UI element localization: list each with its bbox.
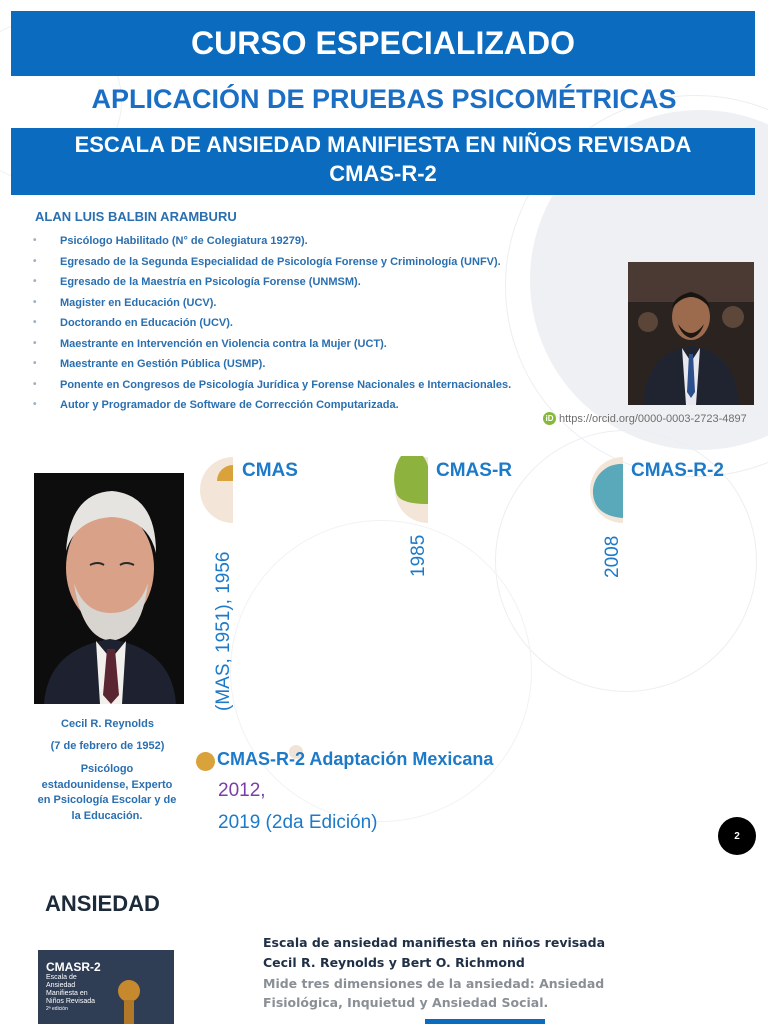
credential-item: • Autor y Programador de Software de Corrección Computarizada.: [33, 397, 511, 418]
credential-item: • Maestrante en Gestión Pública (USMP).: [33, 356, 511, 377]
cmas-r-2-circle-icon: [585, 456, 625, 524]
author-portrait-illustration: [628, 262, 754, 405]
book-cover-figure-body: [124, 1000, 134, 1024]
decorative-ring: [230, 520, 532, 822]
page-number-badge: 2: [718, 817, 756, 855]
bottom-blue-strip: [425, 1019, 545, 1024]
book-cover-figure-icon: [118, 980, 140, 1002]
cmas-circle-icon: [195, 456, 235, 524]
credential-item: • Maestrante en Intervención en Violencia contra la Mujer (UCT).: [33, 336, 511, 357]
course-title: CURSO ESPECIALIZADO: [190, 25, 576, 61]
reynolds-birth: (7 de febrero de 1952): [50, 740, 165, 752]
timeline-label-cmas: CMAS: [242, 460, 298, 481]
book-cover-subtitle: Escala de Ansiedad Manifiesta en Niños Revisada: [46, 974, 96, 1005]
timeline-label-cmas-r: CMAS-R: [436, 460, 512, 481]
author-name: ALAN LUIS BALBIN ARAMBURU: [35, 209, 237, 224]
description-authors: Cecil R. Reynolds y Bert O. Richmond: [263, 955, 525, 970]
author-credentials-list: [33, 233, 511, 418]
section-heading-ansiedad: ANSIEDAD: [45, 891, 160, 916]
course-subtitle: APLICACIÓN DE PRUEBAS PSICOMÉTRICAS: [91, 84, 677, 114]
timeline-year-cmas-r: 1985: [408, 534, 429, 577]
book-cover-title: CMASR-2: [46, 960, 101, 974]
cmas-r-circle-icon: [390, 456, 430, 524]
course-title-banner: [11, 11, 755, 76]
reynolds-description: Psicólogo estadounidense, Experto en Psicología Escolar y de la Educación.: [37, 763, 177, 822]
timeline-year-cmas-r-2: 2008: [602, 535, 623, 578]
reynolds-photo: [34, 473, 184, 704]
book-cover-edition: 2ª edición: [46, 1006, 68, 1012]
mexican-adaptation-year2: 2019 (2da Edición): [218, 812, 378, 833]
credential-item: • Egresado de la Segunda Especialidad de Psicología Forense y Criminología (UNFV).: [33, 254, 511, 275]
timeline-label-cmas-r-2: CMAS-R-2: [631, 460, 724, 481]
credential-item: • Magister en Educación (UCV).: [33, 295, 511, 316]
credential-item: • Ponente en Congresos de Psicología Jurídica y Forense Nacionales e Internacionales.: [33, 377, 511, 398]
description-text: Mide tres dimensiones de la ansiedad: Ansiedad Fisiológica, Inquietud y Ansiedad Social.: [263, 976, 605, 1010]
author-photo: [628, 262, 754, 405]
timeline-year-cmas: (MAS, 1951), 1956: [213, 551, 234, 711]
reynolds-name: Cecil R. Reynolds: [61, 718, 154, 730]
orcid-url[interactable]: https://orcid.org/0000-0003-2723-4897: [559, 412, 747, 425]
mexican-adaptation-year1: 2012,: [218, 780, 266, 801]
mexican-adaptation-bullet-icon: [196, 752, 215, 771]
description-title: Escala de ansiedad manifiesta en niños revisada: [263, 935, 606, 950]
orcid-icon: iD: [543, 412, 556, 425]
orcid-link[interactable]: [543, 412, 747, 425]
reynolds-portrait-illustration: [34, 473, 184, 704]
mexican-adaptation-title: CMAS-R-2 Adaptación Mexicana: [217, 749, 494, 769]
scale-title-line1: ESCALA DE ANSIEDAD MANIFIESTA EN NIÑOS REVISADA: [74, 132, 692, 157]
credential-item: • Egresado de la Maestría en Psicología Forense (UNMSM).: [33, 274, 511, 295]
scale-title-banner: [11, 128, 755, 195]
credential-item: • Psicólogo Habilitado (N° de Colegiatura 19279).: [33, 233, 511, 254]
scale-title-line2: CMAS-R-2: [329, 161, 437, 186]
book-cover: [38, 950, 174, 1024]
credential-item: • Doctorando en Educación (UCV).: [33, 315, 511, 336]
